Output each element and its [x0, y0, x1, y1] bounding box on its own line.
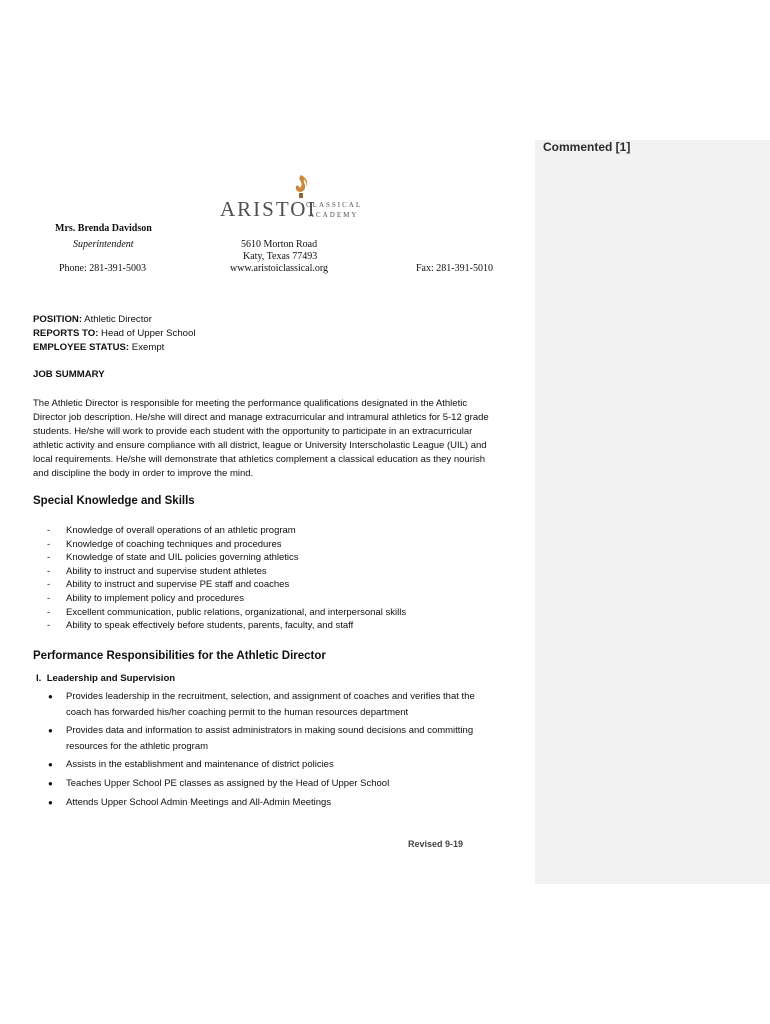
list-item: - Ability to instruct and supervise PE staff and coaches — [45, 578, 406, 592]
summary-line: local requirements. He/she will demonstrate that athletics complement a classical education as they nourish — [33, 454, 486, 465]
revision-note: Revised 9-19 — [408, 839, 464, 849]
job-summary-heading: JOB SUMMARY — [33, 369, 105, 380]
section-title: Leadership and Supervision — [46, 673, 176, 684]
skills-list — [45, 524, 406, 633]
skills-heading: Special Knowledge and Skills — [33, 495, 195, 507]
address-line-2: Katy, Texas 77493 — [243, 251, 318, 262]
phone-number: Phone: 281-391-5003 — [59, 263, 146, 274]
school-logo — [220, 174, 365, 222]
employee-status-label: EMPLOYEE STATUS: — [33, 342, 130, 353]
list-item: - Ability to implement policy and procedures — [45, 592, 406, 606]
list-item: - Knowledge of coaching techniques and procedures — [45, 538, 406, 552]
comment-pane — [535, 140, 770, 884]
reports-to-value: Head of Upper School — [98, 328, 196, 339]
section-heading — [36, 673, 175, 684]
employee-status-line — [33, 341, 164, 355]
summary-line: and discipline the body in order to improve the mind. — [33, 468, 254, 479]
flame-icon — [292, 174, 310, 198]
logo-line-2: ACADEMY — [309, 211, 359, 219]
logo-wordmark: ARISTOI — [220, 197, 317, 221]
position-label: POSITION: — [33, 314, 83, 325]
list-item — [47, 757, 517, 773]
item-line: coach has forwarded his/her coaching permit to the human resources department — [66, 706, 409, 718]
comment-title[interactable]: Commented [1] — [543, 140, 631, 154]
employee-status-value: Exempt — [129, 342, 165, 353]
logo-line-1: CLASSICAL — [306, 201, 363, 209]
job-summary-paragraph — [33, 397, 533, 481]
list-item: - Excellent communication, public relations, organizational, and interpersonal skills — [45, 606, 406, 620]
section-numeral: I. — [36, 673, 42, 684]
website-link[interactable]: www.aristoiclassical.org — [230, 263, 329, 274]
reports-to-line — [33, 327, 195, 341]
list-item: - Knowledge of state and UIL policies governing athletics — [45, 551, 406, 565]
summary-line: athletic activity and ensure compliance with all district, league or University Interscholastic League (UIL) and — [33, 440, 487, 451]
summary-line: The Athletic Director is responsible for meeting the performance qualifications designated in the Athletic — [33, 398, 468, 409]
list-item — [47, 689, 517, 720]
position-value: Athletic Director — [82, 314, 152, 325]
responsibilities-heading: Performance Responsibilities for the Athletic Director — [33, 650, 326, 662]
item-line: ● Provides data and information to assist administrators in making sound decisions and committing — [66, 725, 474, 737]
list-item — [47, 795, 517, 811]
fax-number: Fax: 281-391-5010 — [416, 263, 493, 274]
list-item — [47, 723, 517, 754]
list-item: - Knowledge of overall operations of an athletic program — [45, 524, 406, 538]
position-line — [33, 313, 152, 327]
address-line-1: 5610 Morton Road — [241, 239, 318, 250]
list-item: - Ability to instruct and supervise student athletes — [45, 565, 406, 579]
item-line: resources for the athletic program — [66, 740, 209, 752]
responsibilities-list — [47, 689, 517, 813]
reports-to-label: REPORTS TO: — [33, 328, 99, 339]
list-item: - Ability to speak effectively before students, parents, faculty, and staff — [45, 619, 406, 633]
summary-line: Director job description. He/she will direct and manage extracurricular and intramural athletics for 5-12 grade — [33, 412, 489, 423]
item-line: ● Attends Upper School Admin Meetings and All-Admin Meetings — [66, 796, 332, 808]
superintendent-name: Mrs. Brenda Davidson — [55, 223, 152, 234]
item-line: ● Assists in the establishment and maintenance of district policies — [66, 759, 334, 771]
item-line: ● Provides leadership in the recruitment, selection, and assignment of coaches and verifies that the — [66, 691, 475, 702]
item-line: ● Teaches Upper School PE classes as assigned by the Head of Upper School — [66, 778, 390, 790]
summary-line: students. He/she will work to provide each student with the opportunity to participate in an extracurricular — [33, 426, 473, 437]
list-item — [47, 776, 517, 792]
superintendent-role: Superintendent — [73, 239, 134, 250]
